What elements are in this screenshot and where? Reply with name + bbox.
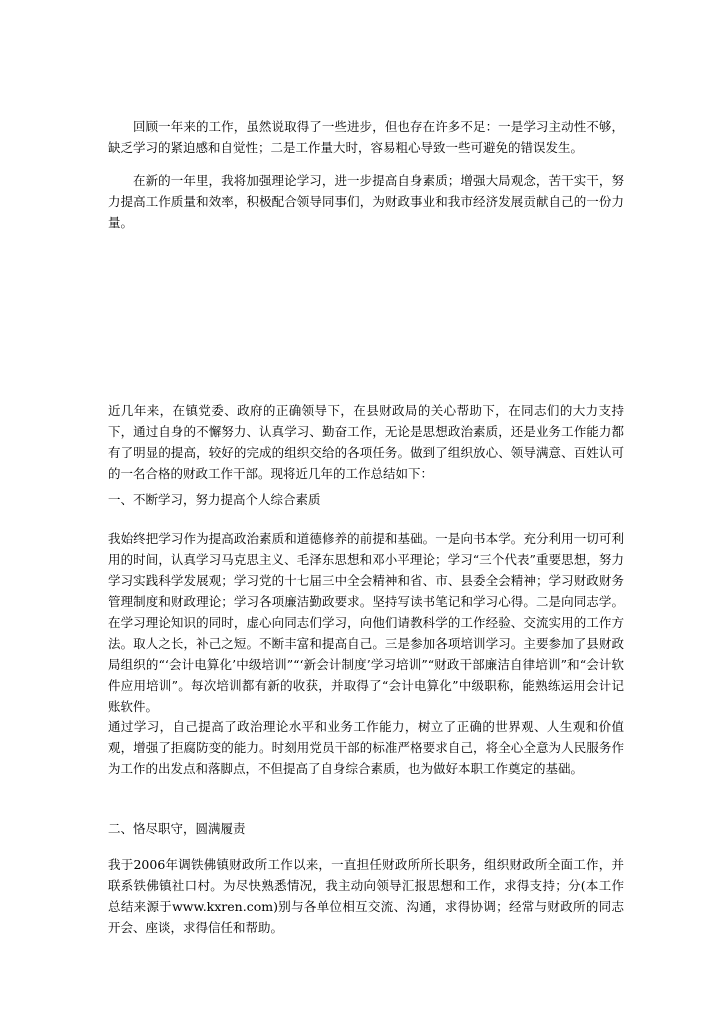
duty-paragraph: 我于2006年调铁佛镇财政所工作以来，一直担任财政所所长职务，组织财政所全面工作，并联系铁佛镇社口村。为尽快熟悉情况，我主动向领导汇报思想和工作，求得支持；分(本工作总结来源于www.kxren.com)别与各单位相互交流、沟通，求得协调；经常与财政所的同志开会、座谈，求得信任和帮助。 (108, 857, 624, 935)
shortcomings-paragraph: 回顾一年来的工作，虽然说取得了一些进步，但也存在许多不足：一是学习主动性不够，缺乏学习的紧迫感和自觉性；二是工作量大时，容易粗心导致一些可避免的错误发生。 (108, 119, 624, 155)
section-heading-duty: 二、恪尽职守，圆满履责 (108, 821, 246, 836)
section-heading-study: 一、不断学习，努力提高个人综合素质 (108, 492, 321, 507)
intro-paragraph: 近几年来，在镇党委、政府的正确领导下，在县财政局的关心帮助下，在同志们的大力支持下，通过自身的不懈努力、认真学习、勤奋工作，无论是思想政治素质，还是业务工作能力都有了明显的提高，较好的完成的组织交给的各项任务。做到了组织放心、领导满意、百姓认可的一名合格的财政工作干部。现将近几年的工作总结如下： (108, 403, 624, 481)
study-results-paragraph: 通过学习，自己提高了政治理论水平和业务工作能力，树立了正确的世界观、人生观和价值观，增强了拒腐防变的能力。时刻用党员干部的标准严格要求自己，将全心全意为人民服务作为工作的出发点和落脚点，不但提高了自身综合素质，也为做好本职工作奠定的基础。 (108, 719, 624, 776)
new-year-plan-paragraph: 在新的一年里，我将加强理论学习，进一步提高自身素质；增强大局观念，苦干实干，努力提高工作质量和效率，积极配合领导同事们，为财政事业和我市经济发展贡献自己的一份力量。 (108, 173, 624, 230)
study-paragraph: 我始终把学习作为提高政治素质和道德修养的前提和基础。一是向书本学。充分利用一切可利用的时间，认真学习马克思主义、毛泽东思想和邓小平理论；学习“三个代表”重要思想，努力学习实践科学发展观；学习党的十七届三中全会精神和省、市、县委全会精神；学习财政财务管理制度和财政理论；学习各项廉洁勤政要求。坚持写读书笔记和学习心得。二是向同志学。在学习理论知识的同时，虚心向同志们学习，向他们请教科学的工作经验、交流实用的工作方法。取人之长，补己之短。不断丰富和提高自己。三是参加各项培训学习。主要参加了县财政局组织的“‘会计电算化’中级培训”“‘新会计制度’学习培训”“财政干部廉洁自律培训”和“会计软件应用培训”。每次培训都有新的收获，并取得了“会计电算化”中级职称，能熟练运用会计记账软件。 (108, 531, 624, 714)
